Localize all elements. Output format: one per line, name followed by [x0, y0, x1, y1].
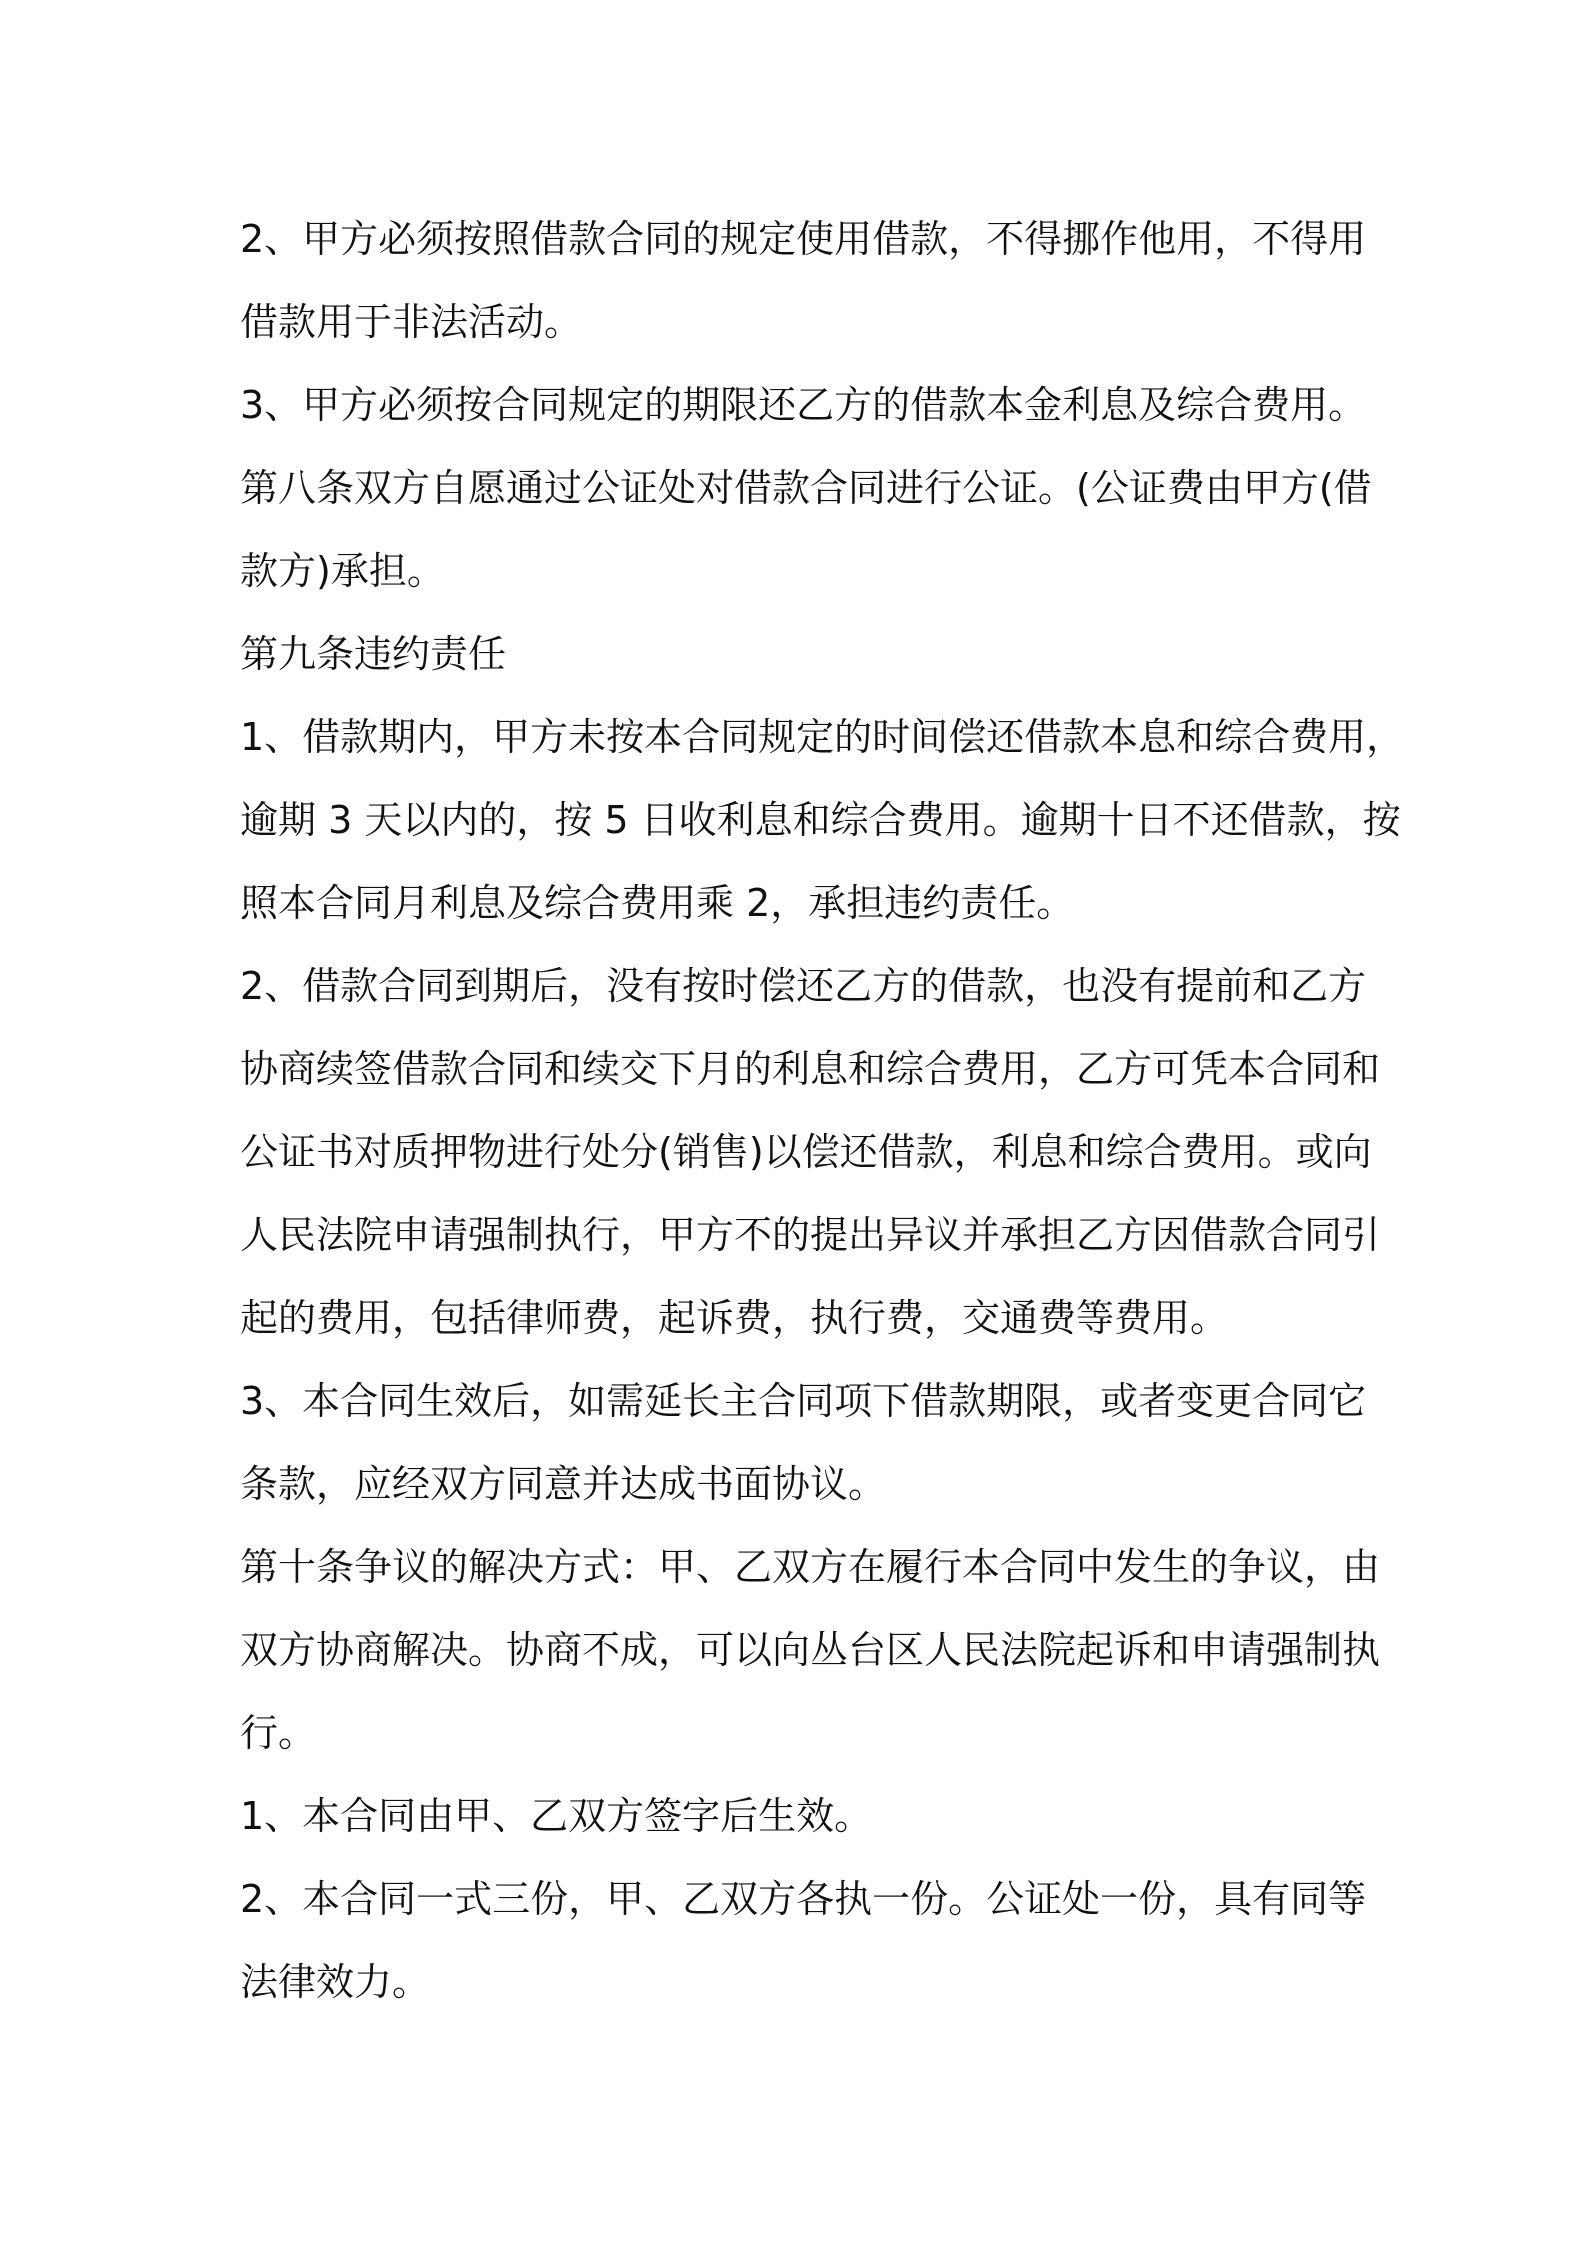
paragraph-effect-1 [240, 1775, 1360, 1858]
text-line: 逾期 3 天以内的，按 5 日收利息和综合费用。逾期十日不还借款，按 [240, 798, 1401, 842]
text-line: 公证书对质押物进行处分(销售)以偿还借款，利息和综合费用。或向 [240, 1130, 1372, 1174]
paragraph-breach-2 [240, 945, 1381, 1360]
text-line: 行。 [240, 1711, 317, 1755]
text-line: 人民法院申请强制执行，甲方不的提出异议并承担乙方因借款合同引 [240, 1213, 1381, 1257]
text-line: 法律效力。 [240, 1960, 431, 2004]
paragraph-clause-3 [240, 364, 1367, 447]
text-line: 借款用于非法活动。 [240, 300, 583, 344]
heading-article-9 [240, 613, 1360, 696]
text-line: 1、本合同由甲、乙双方签字后生效。 [240, 1794, 873, 1838]
paragraph-effect-2 [240, 1858, 1367, 2024]
document-page [240, 198, 1405, 2024]
text-line: 照本合同月利息及综合费用乘 2，承担违约责任。 [240, 881, 1075, 925]
text-line: 2、借款合同到期后，没有按时偿还乙方的借款，也没有提前和乙方 [240, 964, 1367, 1008]
text-line: 第八条双方自愿通过公证处对借款合同进行公证。(公证费由甲方(借 [240, 466, 1372, 510]
text-line: 双方协商解决。协商不成，可以向丛台区人民法院起诉和申请强制执 [240, 1628, 1381, 1672]
paragraph-breach-3 [240, 1360, 1367, 1526]
text-line: 起的费用，包括律师费，起诉费，执行费，交通费等费用。 [240, 1296, 1229, 1340]
text-line: 协商续签借款合同和续交下月的利息和综合费用，乙方可凭本合同和 [240, 1047, 1381, 1091]
text-line: 3、甲方必须按合同规定的期限还乙方的借款本金利息及综合费用。 [240, 383, 1367, 427]
text-line: 1、借款期内，甲方未按本合同规定的时间偿还借款本息和综合费用， [240, 715, 1405, 759]
text-line: 2、本合同一式三份，甲、乙双方各执一份。公证处一份，具有同等 [240, 1877, 1367, 1921]
paragraph-breach-1 [240, 696, 1405, 945]
text-line: 3、本合同生效后，如需延长主合同项下借款期限，或者变更合同它 [240, 1379, 1367, 1423]
paragraph-article-8 [240, 447, 1372, 613]
text-line: 款方)承担。 [240, 549, 445, 593]
text-line: 2、甲方必须按照借款合同的规定使用借款，不得挪作他用，不得用 [240, 217, 1367, 261]
text-line: 第十条争议的解决方式：甲、乙双方在履行本合同中发生的争议，由 [240, 1545, 1381, 1589]
text-line: 条款，应经双方同意并达成书面协议。 [240, 1462, 887, 1506]
paragraph-clause-2 [240, 198, 1367, 364]
paragraph-article-10 [240, 1526, 1381, 1775]
section-heading: 第九条违约责任 [240, 632, 507, 676]
